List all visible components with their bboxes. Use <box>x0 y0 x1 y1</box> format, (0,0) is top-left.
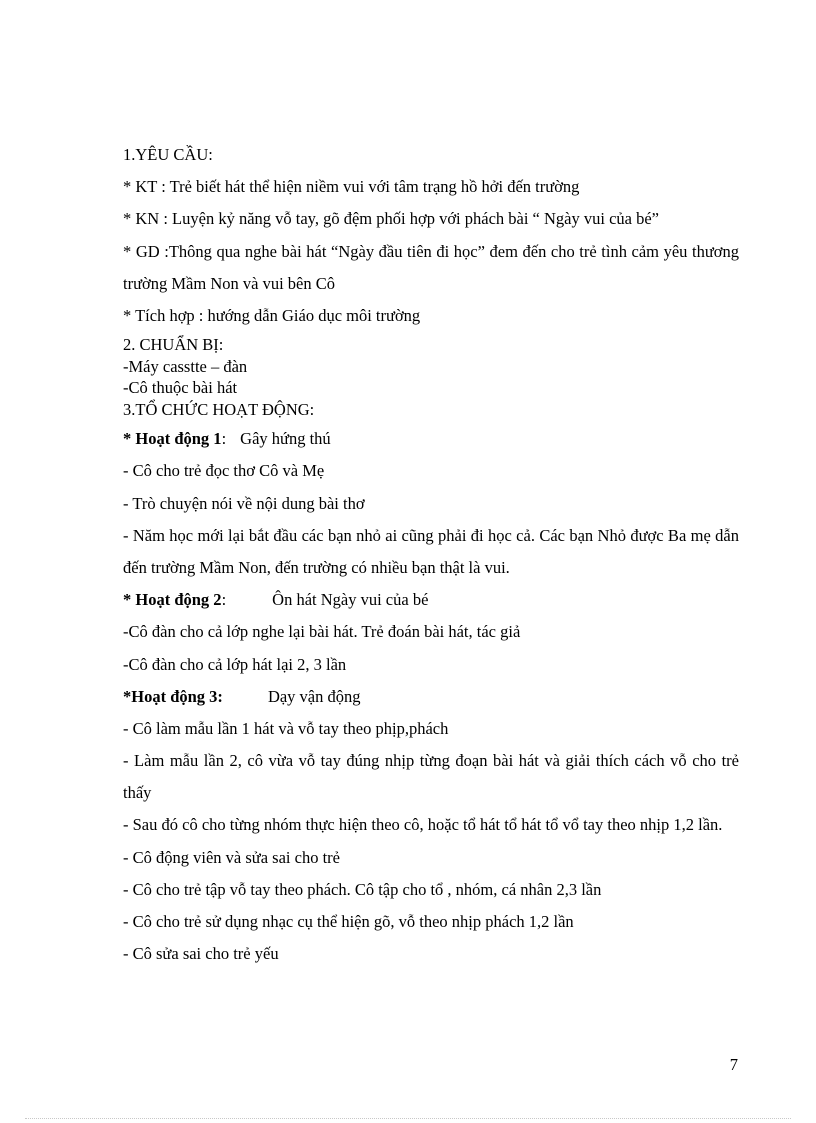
page-number: 7 <box>729 1055 738 1074</box>
section2-heading: 2. CHUẨN BỊ: <box>123 335 224 355</box>
activity1-header <box>123 423 739 455</box>
activity3-item: - Cô cho trẻ sử dụng nhạc cụ thể hiện gõ, vỗ theo nhịp phách 1,2 lần <box>123 912 574 932</box>
activity2-item: -Cô đàn cho cả lớp nghe lại bài hát. Trẻ đoán bài hát, tác giả <box>123 622 521 642</box>
activity2-label: * Hoạt động 2 <box>123 590 222 610</box>
activity3-item: - Cô cho trẻ tập vỗ tay theo phách. Cô tập cho tổ , nhóm, cá nhân 2,3 lần <box>123 879 602 899</box>
activity2-header <box>123 584 739 616</box>
activity2-title: Ôn hát Ngày vui của bé <box>272 590 429 610</box>
kn-objective: * KN : Luyện kỷ năng vỗ tay, gõ đệm phối hợp với phách bài “ Ngày vui của bé” <box>123 209 660 229</box>
prep-item-1: -Máy casstte – đàn <box>123 356 248 376</box>
activity3-header <box>123 681 739 713</box>
activity1-item: - Cô cho trẻ đọc thơ Cô và Mẹ <box>123 461 325 481</box>
activity1-title: Gây hứng thú <box>240 429 331 449</box>
activity2-item: -Cô đàn cho cả lớp hát lại 2, 3 lần <box>123 654 347 674</box>
kt-objective: * KT : Trẻ biết hát thể hiện niềm vui với tâm trạng hồ hởi đến trường <box>123 177 580 197</box>
activity3-item: - Cô sửa sai cho trẻ yếu <box>123 944 279 964</box>
activity3-item: - Cô động viên và sửa sai cho trẻ <box>123 847 340 867</box>
integration-objective: * Tích hợp : hướng dẫn Giáo dục môi trường <box>123 305 421 325</box>
section3-heading: 3.TỔ CHỨC HOẠT ĐỘNG: <box>123 399 315 419</box>
activity3-item: - Cô làm mẫu lần 1 hát và vỗ tay theo phịp,phách <box>123 718 449 738</box>
activity1-colon: : <box>221 429 227 449</box>
activity2-colon: : <box>221 590 227 610</box>
section1-heading: 1.YÊU CẦU: <box>123 145 213 164</box>
gd-objective: * GD :Thông qua nghe bài hát “Ngày đầu tiên đi học” đem đến cho trẻ tình cảm yêu thương trường Mầm Non và vui bên Cô <box>123 241 739 293</box>
activity1-item: - Năm học mới lại bắt đầu các bạn nhỏ ai cũng phải đi học cả. Các bạn Nhỏ được Ba mẹ dẫn đến trường Mầm Non, đến trường có nhiều bạn thật là vui. <box>123 525 739 577</box>
document-body <box>123 139 739 970</box>
activity3-title: Dạy vận động <box>267 686 361 706</box>
activity3-label: *Hoạt động 3: <box>123 686 223 706</box>
activity3-item: - Làm mẫu lần 2, cô vừa vỗ tay đúng nhịp từng đoạn bài hát và giải thích cách vỗ cho trẻ thấy <box>123 751 739 803</box>
activity1-item: - Trò chuyện nói về nội dung bài thơ <box>123 493 365 513</box>
activity1-label: * Hoạt động 1 <box>123 429 222 449</box>
footer-divider <box>25 1118 791 1119</box>
activity3-item: - Sau đó cô cho từng nhóm thực hiện theo cô, hoặc tổ hát tổ hát tổ vổ tay theo nhịp 1,2 lần. <box>123 815 723 835</box>
prep-item-2: -Cô thuộc bài hát <box>123 378 238 398</box>
